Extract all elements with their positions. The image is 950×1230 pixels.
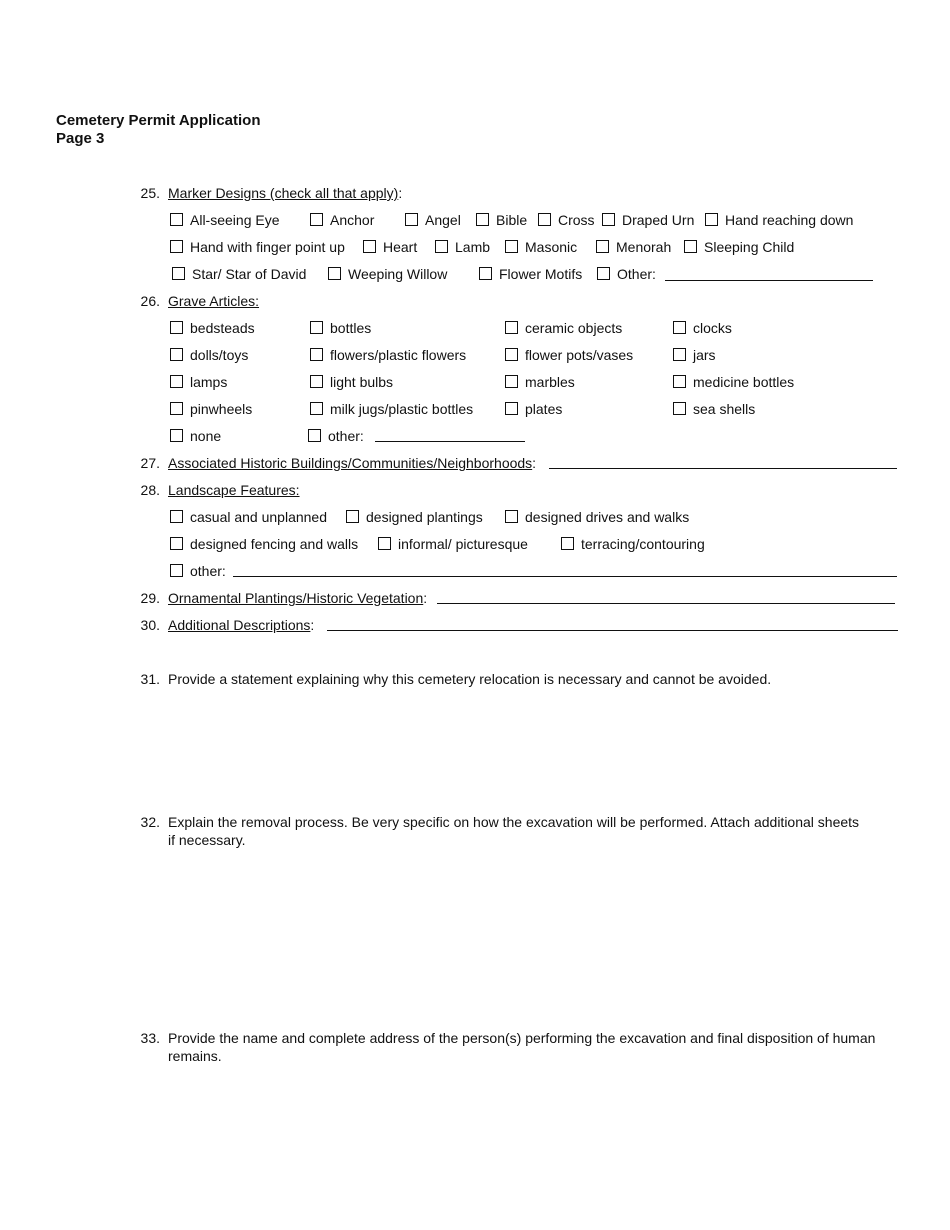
q29-input-line[interactable] <box>437 603 895 604</box>
option-hand-reaching-down: Hand reaching down <box>725 212 854 228</box>
option-angel: Angel <box>425 212 461 228</box>
checkbox-bottles[interactable] <box>310 321 323 334</box>
option-medicine-bottles: medicine bottles <box>693 374 795 390</box>
q29-label <box>168 589 427 607</box>
checkbox-heart[interactable] <box>363 240 376 253</box>
checkbox-sleeping-child[interactable] <box>684 240 697 253</box>
marker-other-input-line[interactable] <box>665 280 873 281</box>
checkbox-marbles[interactable] <box>505 375 518 388</box>
q27-label-colon: : <box>532 455 537 471</box>
checkbox-hand-reaching-down[interactable] <box>705 213 718 226</box>
checkbox-flowers-plastic-flowers[interactable] <box>310 348 323 361</box>
checkbox-informal-picturesque[interactable] <box>378 537 391 550</box>
option-jars: jars <box>693 347 716 363</box>
checkbox-grave-other[interactable] <box>308 429 321 442</box>
checkbox-clocks[interactable] <box>673 321 686 334</box>
option-cross: Cross <box>558 212 595 228</box>
option-clocks: clocks <box>693 320 732 336</box>
checkbox-bible[interactable] <box>476 213 489 226</box>
option-landscape-other: other: <box>190 563 226 579</box>
checkbox-draped-urn[interactable] <box>602 213 615 226</box>
option-none: none <box>190 428 222 444</box>
checkbox-none[interactable] <box>170 429 183 442</box>
q25-number: 25. <box>140 185 160 201</box>
option-bedsteads: bedsteads <box>190 320 255 336</box>
option-pinwheels: pinwheels <box>190 401 253 417</box>
checkbox-anchor[interactable] <box>310 213 323 226</box>
q25-label-colon: : <box>398 185 403 201</box>
q25-label-text: Marker Designs (check all that apply) <box>168 185 399 201</box>
q33-text-line2: remains. <box>168 1048 222 1064</box>
q31-number: 31. <box>140 671 160 687</box>
checkbox-terracing-contouring[interactable] <box>561 537 574 550</box>
q30-label-text: Additional Descriptions <box>168 617 311 633</box>
option-grave-other: other: <box>328 428 364 444</box>
q30-label <box>168 616 314 634</box>
option-masonic: Masonic <box>525 239 578 255</box>
checkbox-lamps[interactable] <box>170 375 183 388</box>
checkbox-hand-with-finger-point-up[interactable] <box>170 240 183 253</box>
option-designed-fencing-and-walls: designed fencing and walls <box>190 536 359 552</box>
form-title: Cemetery Permit Application <box>56 112 261 129</box>
q30-label-colon: : <box>310 617 315 633</box>
option-informal-picturesque: informal/ picturesque <box>398 536 528 552</box>
option-marbles: marbles <box>525 374 575 390</box>
checkbox-masonic[interactable] <box>505 240 518 253</box>
checkbox-lamb[interactable] <box>435 240 448 253</box>
option-sea-shells: sea shells <box>693 401 756 417</box>
q27-label-text: Associated Historic Buildings/Communities/Neighborhoods <box>168 455 533 471</box>
option-designed-drives-and-walks: designed drives and walks <box>525 509 690 525</box>
option-plates: plates <box>525 401 563 417</box>
q28-number: 28. <box>140 482 160 498</box>
option-bible: Bible <box>496 212 528 228</box>
option-all-seeing-eye: All-seeing Eye <box>190 212 280 228</box>
checkbox-bedsteads[interactable] <box>170 321 183 334</box>
checkbox-angel[interactable] <box>405 213 418 226</box>
checkbox-light-bulbs[interactable] <box>310 375 323 388</box>
checkbox-designed-fencing-and-walls[interactable] <box>170 537 183 550</box>
checkbox-flower-motifs[interactable] <box>479 267 492 280</box>
option-sleeping-child: Sleeping Child <box>704 239 795 255</box>
q27-input-line[interactable] <box>549 468 897 469</box>
option-casual-and-unplanned: casual and unplanned <box>190 509 328 525</box>
checkbox-dolls-toys[interactable] <box>170 348 183 361</box>
checkbox-star-of-david[interactable] <box>172 267 185 280</box>
checkbox-ceramic-objects[interactable] <box>505 321 518 334</box>
q28-label: Landscape Features: <box>168 482 300 498</box>
checkbox-all-seeing-eye[interactable] <box>170 213 183 226</box>
q29-label-colon: : <box>423 590 428 606</box>
page-number: Page 3 <box>56 130 105 147</box>
q27-label <box>168 454 536 472</box>
q31-text: Provide a statement explaining why this cemetery relocation is necessary and cannot be avoided. <box>168 671 772 687</box>
q33-text-line1: Provide the name and complete address of the person(s) performing the excavation and final disposition of human <box>168 1030 876 1046</box>
option-marker-other: Other: <box>617 266 656 282</box>
checkbox-landscape-other[interactable] <box>170 564 183 577</box>
option-ceramic-objects: ceramic objects <box>525 320 623 336</box>
option-bottles: bottles <box>330 320 372 336</box>
q30-input-line[interactable] <box>327 630 898 631</box>
checkbox-sea-shells[interactable] <box>673 402 686 415</box>
q29-label-text: Ornamental Plantings/Historic Vegetation <box>168 590 424 606</box>
option-star-of-david: Star/ Star of David <box>192 266 307 282</box>
checkbox-menorah[interactable] <box>596 240 609 253</box>
checkbox-pinwheels[interactable] <box>170 402 183 415</box>
option-light-bulbs: light bulbs <box>330 374 394 390</box>
checkbox-flower-pots-vases[interactable] <box>505 348 518 361</box>
option-weeping-willow: Weeping Willow <box>348 266 448 282</box>
option-designed-plantings: designed plantings <box>366 509 483 525</box>
option-lamb: Lamb <box>455 239 491 255</box>
checkbox-cross[interactable] <box>538 213 551 226</box>
q26-number: 26. <box>140 293 160 309</box>
option-flowers-plastic-flowers: flowers/plastic flowers <box>330 347 467 363</box>
q32-text-line1: Explain the removal process. Be very specific on how the excavation will be performed. Attach additional sheets <box>168 814 860 830</box>
option-terracing-contouring: terracing/contouring <box>581 536 705 552</box>
checkbox-medicine-bottles[interactable] <box>673 375 686 388</box>
q32-number: 32. <box>140 814 160 830</box>
option-menorah: Menorah <box>616 239 672 255</box>
q32-text-line2: if necessary. <box>168 832 246 848</box>
checkbox-plates[interactable] <box>505 402 518 415</box>
q30-number: 30. <box>140 617 160 633</box>
q33-number: 33. <box>140 1030 160 1046</box>
checkbox-milk-jugs-plastic-bottles[interactable] <box>310 402 323 415</box>
landscape-other-input-line[interactable] <box>233 576 897 577</box>
checkbox-weeping-willow[interactable] <box>328 267 341 280</box>
option-draped-urn: Draped Urn <box>622 212 695 228</box>
option-flower-pots-vases: flower pots/vases <box>525 347 634 363</box>
checkbox-casual-and-unplanned[interactable] <box>170 510 183 523</box>
checkbox-marker-other[interactable] <box>597 267 610 280</box>
grave-other-input-line[interactable] <box>375 441 525 442</box>
option-lamps: lamps <box>190 374 228 390</box>
option-heart: Heart <box>383 239 418 255</box>
option-anchor: Anchor <box>330 212 375 228</box>
q27-number: 27. <box>140 455 160 471</box>
checkbox-designed-drives-and-walks[interactable] <box>505 510 518 523</box>
checkbox-designed-plantings[interactable] <box>346 510 359 523</box>
q25-label <box>168 184 402 202</box>
q29-number: 29. <box>140 590 160 606</box>
checkbox-jars[interactable] <box>673 348 686 361</box>
q26-label: Grave Articles: <box>168 293 260 309</box>
option-hand-with-finger-point-up: Hand with finger point up <box>190 239 345 255</box>
option-dolls-toys: dolls/toys <box>190 347 249 363</box>
option-flower-motifs: Flower Motifs <box>499 266 583 282</box>
option-milk-jugs-plastic-bottles: milk jugs/plastic bottles <box>330 401 474 417</box>
